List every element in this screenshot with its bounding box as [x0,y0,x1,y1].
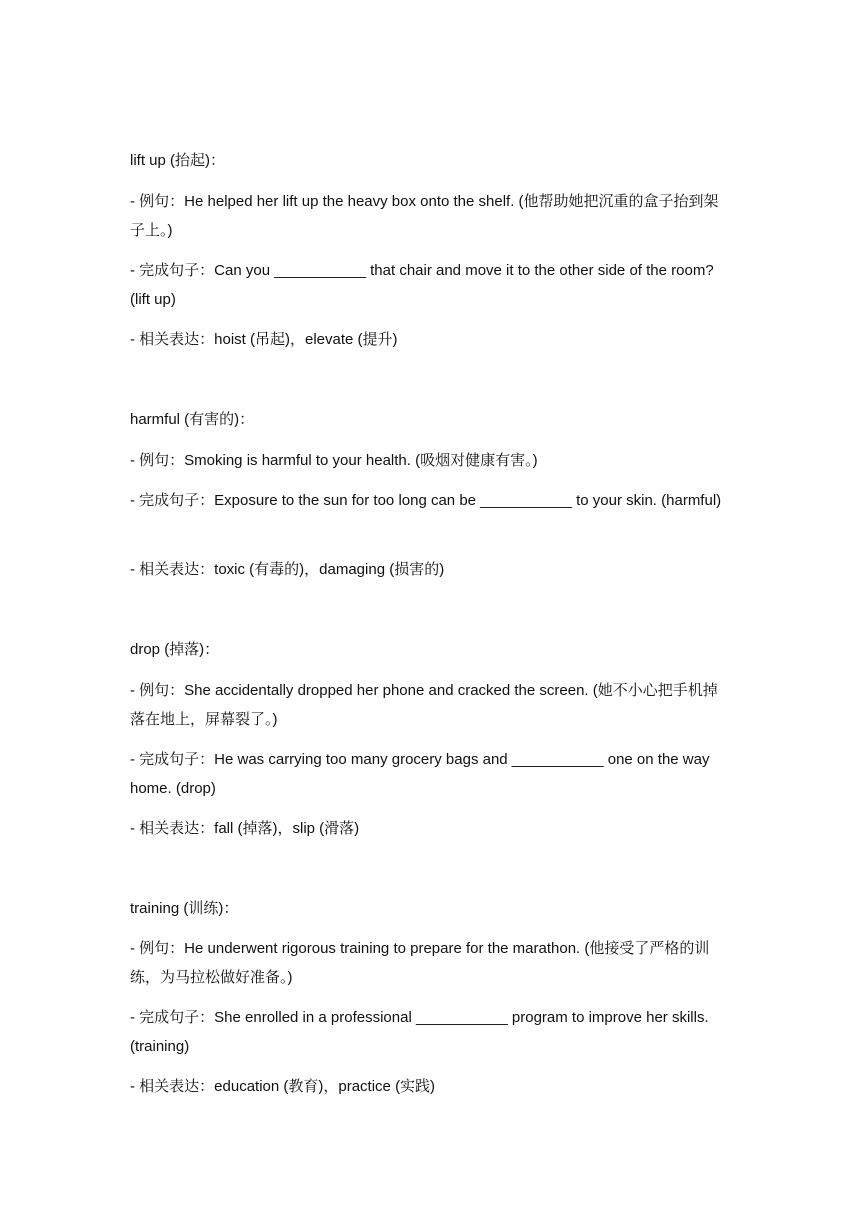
entry-completion: - 完成句子：He was carrying too many grocery bags and ___________ one on the way home. (drop) [130,751,710,797]
entry-related: - 相关表达：education (教育)，practice (实践) [130,1078,436,1095]
entry-completion: - 完成句子：She enrolled in a professional ___________ program to improve her skills. (training) [130,1009,709,1055]
entry-completion: - 完成句子：Exposure to the sun for too long can be ___________ to your skin. (harmful) [130,492,722,509]
entry-headword: harmful (有害的)： [130,411,255,428]
entry-completion: - 完成句子：Can you ___________ that chair and move it to the other side of the room? (lift up) [130,262,714,308]
entry-related: - 相关表达：fall (掉落)，slip (滑落) [130,820,360,837]
entry-related: - 相关表达：hoist (吊起)，elevate (提升) [130,331,398,348]
entry-example: - 例句：He underwent rigorous training to prepare for the marathon. (他接受了严格的训练，为马拉松做好准备。) [130,940,710,986]
entry-headword: drop (掉落)： [130,641,220,658]
entry-related: - 相关表达：toxic (有毒的)，damaging (损害的) [130,561,445,578]
entry-headword: training (训练)： [130,900,239,917]
entry-example: - 例句：He helped her lift up the heavy box onto the shelf. (他帮助她把沉重的盒子抬到架子上。) [130,193,719,239]
entry-example: - 例句：She accidentally dropped her phone and cracked the screen. (她不小心把手机掉落在地上，屏幕裂了。) [130,682,718,728]
entry-example: - 例句：Smoking is harmful to your health. (吸烟对健康有害。) [130,452,538,469]
entry-headword: lift up (抬起)： [130,152,226,169]
